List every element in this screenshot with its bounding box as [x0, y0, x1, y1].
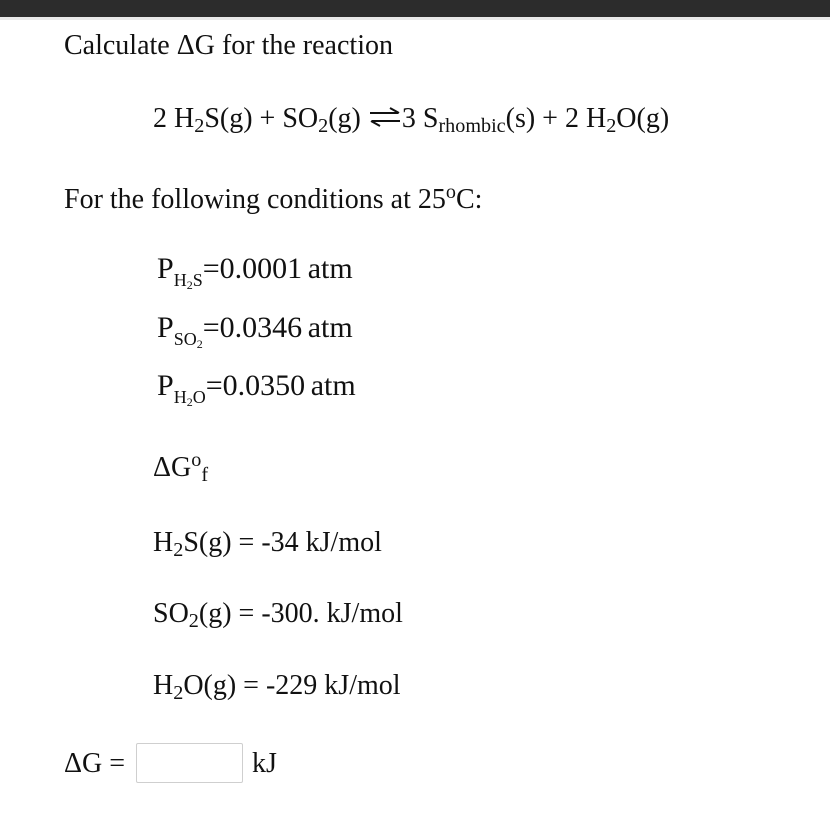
- delta-g-answer-input[interactable]: [136, 743, 243, 783]
- product-coefficient: 3: [401, 103, 416, 134]
- pressure-h2s: $P_{H2S}=0.0001$ atm: [157, 252, 353, 292]
- product-coefficient: 2: [564, 103, 579, 134]
- answer-unit: kJ: [252, 748, 277, 779]
- conditions-heading: For the following conditions at 25$^o$C:: [64, 181, 483, 215]
- plus-sign: +: [259, 103, 276, 134]
- equilibrium-arrows-icon: [368, 107, 402, 127]
- pressure-so2: $P_{SO2}=0.0346$ atm: [157, 311, 353, 351]
- reaction-equation: [153, 103, 669, 135]
- reactant-coefficient: 2: [153, 103, 167, 134]
- gibbs-formation-heading: $\Delta G^o_f$: [153, 449, 209, 486]
- gibbs-h2s: $H_2S(g) = -34$ kJ/mol: [153, 527, 382, 561]
- reactant-so2: $SO_2(g)$: [282, 103, 361, 137]
- pressure-h2o: $P_{H2O}=0.0350$ atm: [157, 369, 356, 409]
- answer-label: ΔG =: [64, 748, 126, 779]
- question-prompt: Calculate ΔG for the reaction: [64, 30, 393, 61]
- top-bar-divider: [0, 17, 830, 20]
- reactant-h2s: $H_2S(g)$: [174, 103, 253, 137]
- product-h2o: $H_2O(g)$: [585, 103, 670, 137]
- gibbs-h2o: $H_2O(g) = -229$ kJ/mol: [153, 670, 401, 704]
- gibbs-so2: $SO_2(g) = -300$. kJ/mol: [153, 598, 403, 632]
- product-sulfur: $S_{rhombic}(s)$: [422, 103, 536, 137]
- top-bar: [0, 0, 830, 17]
- plus-sign: +: [542, 103, 558, 134]
